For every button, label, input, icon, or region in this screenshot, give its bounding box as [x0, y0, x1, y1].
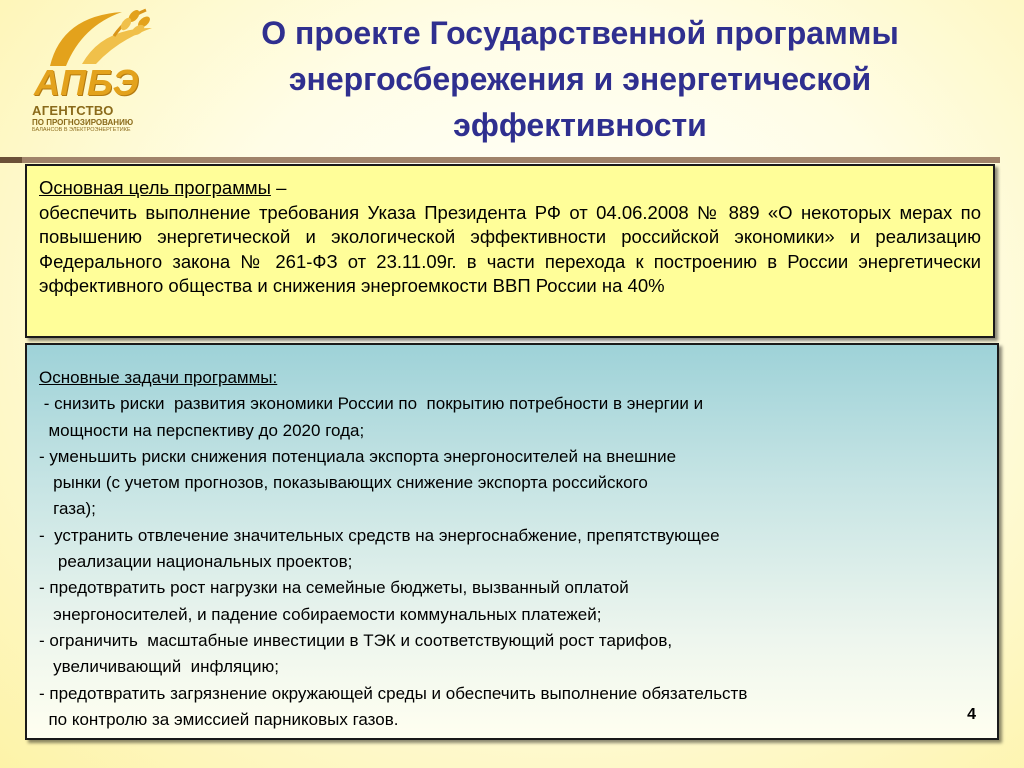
slide-title [190, 10, 970, 148]
task-line: реализации национальных проектов; [39, 552, 353, 572]
page-number: 4 [967, 706, 976, 723]
goal-heading-row [39, 176, 981, 201]
task-line: энергоносителей, и падение собираемости коммунальных платежей; [39, 604, 602, 624]
slide-title-line-3: эффективности [453, 107, 707, 143]
task-line: увеличивающий инфляцию; [39, 657, 279, 677]
task-line: - предотвратить рост нагрузки на семейные бюджеты, вызванный оплатой [39, 578, 629, 598]
header-divider-accent [0, 157, 22, 163]
task-line: мощности на перспективу до 2020 года; [39, 420, 365, 440]
slide-title-line-1: О проекте Государственной программы [261, 15, 899, 51]
goal-heading-dash: – [270, 177, 287, 198]
goal-text: обеспечить выполнение требования Указа Президента РФ от 04.06.2008 № 889 «О некоторых мерах по повышению энергетической и экологической эффективности российской экономики» и реализацию Федерального закона № 261-ФЗ от 23.11.09г. в части перехода к построению в России энергетически эффективного общества и снижения энергоемкости ВВП России на 40% [39, 201, 981, 296]
logo-line-balances: БАЛАНСОВ В ЭЛЕКТРОЭНЕРГЕТИКЕ [32, 127, 131, 133]
slide-title-line-2: энергосбережения и энергетической [288, 61, 872, 97]
task-line: рынки (с учетом прогнозов, показывающих снижение экспорта российского [39, 473, 648, 493]
logo-abbreviation: АПБЭ [34, 62, 140, 103]
task-line: газа); [39, 499, 96, 519]
goal-box [25, 164, 995, 338]
tasks-box [25, 343, 999, 740]
logo-line-agency: АГЕНТСТВО [32, 103, 114, 118]
tasks-heading: Основные задачи программы: [39, 368, 278, 387]
task-line: по контролю за эмиссией парниковых газов. [39, 709, 399, 729]
logo-line-forecasting: ПО ПРОГНОЗИРОВАНИЮ [32, 118, 134, 127]
task-line: - предотвратить загрязнение окружающей среды и обеспечить выполнение обязательств [39, 683, 748, 703]
task-line: - устранить отвлечение значительных средств на энергоснабжение, препятствующее [39, 525, 720, 545]
task-line: - снизить риски развития экономики России по покрытию потребности в энергии и [39, 394, 704, 414]
task-line: - ограничить масштабные инвестиции в ТЭК и соответствующий рост тарифов, [39, 630, 673, 650]
header-divider [0, 157, 1000, 163]
task-line: - уменьшить риски снижения потенциала экспорта энергоносителей на внешние [39, 446, 677, 466]
agency-logo [22, 6, 182, 136]
goal-heading: Основная цель программы [39, 177, 271, 198]
